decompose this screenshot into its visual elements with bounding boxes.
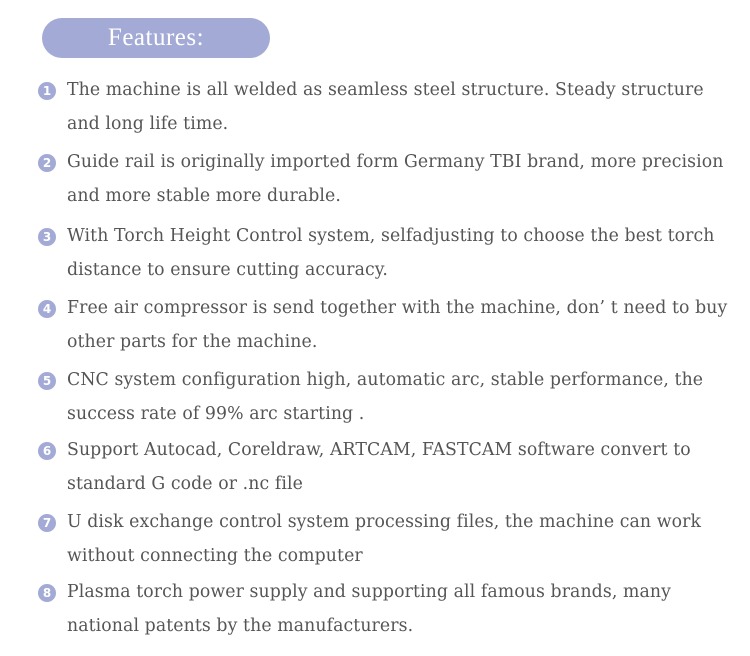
feature-text-5: CNC system configuration high, automatic arc, stable performance, the success rate of 99% arc starting . [67,370,704,424]
feature-item-5 [38,363,738,433]
feature-text-2: Guide rail is originally imported form Germany TBI brand, more precision and more stable more durable. [67,152,724,206]
feature-text-4: Free air compressor is send together with the machine, don’ t need to buy other parts for the machine. [67,298,728,352]
number-6-icon: 6 [38,442,56,460]
feature-text-8: Plasma torch power supply and supporting all famous brands, many national patents by the manufacturers. [67,582,671,636]
feature-item-7 [38,505,738,575]
feature-item-4 [38,291,738,361]
feature-text-7: U disk exchange control system processing files, the machine can work without connecting the computer [67,512,702,566]
feature-item-1 [38,73,738,143]
number-2-icon: 2 [38,154,56,172]
number-5-icon: 5 [38,372,56,390]
number-4-icon: 4 [38,300,56,318]
feature-text-3: With Torch Height Control system, selfadjusting to choose the best torch distance to ensure cutting accuracy. [67,226,715,280]
features-header [42,18,270,58]
number-8-icon: 8 [38,584,56,602]
feature-item-2 [38,145,738,215]
feature-item-3 [38,219,738,289]
number-1-icon: 1 [38,82,56,100]
number-7-icon: 7 [38,514,56,532]
feature-item-6 [38,433,738,503]
features-title: Features: [107,24,205,51]
feature-text-1: The machine is all welded as seamless steel structure. Steady structure and long life time. [67,80,704,134]
number-3-icon: 3 [38,228,56,246]
feature-item-8 [38,575,738,645]
feature-text-6: Support Autocad, Coreldraw, ARTCAM, FASTCAM software convert to standard G code or .nc file [67,440,691,494]
